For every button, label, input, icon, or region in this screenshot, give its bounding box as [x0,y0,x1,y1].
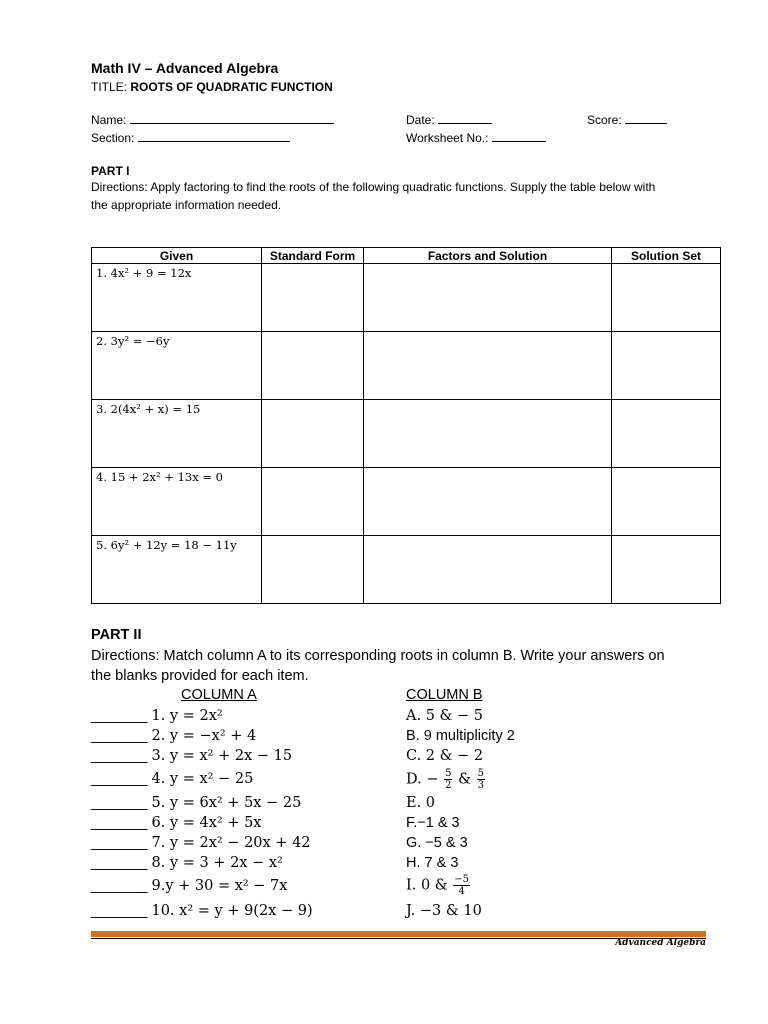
standard-form-cell[interactable] [262,536,364,604]
column-b-item: A. 5 & − 5 [406,708,484,724]
name-field[interactable] [91,113,334,127]
answer-blank[interactable]: _______ [91,748,148,764]
answer-blank[interactable]: _______ [91,855,148,871]
table-row [92,400,721,468]
table-row [92,332,721,400]
column-a-item [91,814,261,832]
part1-directions-line2: the appropriate information needed. [91,198,282,212]
solution-set-cell[interactable] [612,264,721,332]
column-b-item-i [406,874,471,897]
standard-form-cell[interactable] [262,332,364,400]
column-a-title: COLUMN A [181,687,257,703]
fraction-denominator: 4 [458,886,465,897]
given-cell: 4. 15 + 2x² + 13x = 0 [92,468,262,536]
part2-directions-line1: Directions: Match column A to its corresponding roots in column B. Write your answers on [91,648,665,664]
answer-blank[interactable]: _______ [91,903,148,919]
table-header-row [92,248,721,264]
column-a-equation: 2. y = −x² + 4 [151,728,257,744]
section-field[interactable] [91,131,290,145]
worksheet-no-label: Worksheet No.: [406,131,489,145]
column-b-item-d [406,768,486,791]
answer-blank[interactable]: _______ [91,815,148,831]
answer-blank[interactable]: _______ [91,835,148,851]
column-a-equation: 7. y = 2x² − 20x + 42 [151,835,311,851]
answer-blank[interactable]: _______ [91,728,148,744]
column-a-equation: 10. x² = y + 9(2x − 9) [151,903,313,919]
col-header-given: Given [92,248,262,264]
answer-blank[interactable]: _______ [91,708,148,724]
answer-table [91,247,721,604]
column-a-equation: 8. y = 3 + 2x − x² [151,855,283,871]
column-a-item [91,877,287,895]
name-label: Name: [91,113,127,127]
column-b-item: G. −5 & 3 [406,835,468,851]
factors-cell[interactable] [364,332,612,400]
date-field[interactable] [406,113,492,127]
column-a-item [91,707,223,725]
column-a-equation: 1. y = 2x² [151,708,223,724]
given-cell: 2. 3y² = −6y [92,332,262,400]
column-a-item [91,834,311,852]
column-a-item [91,727,256,745]
column-a-item [91,770,253,788]
factors-cell[interactable] [364,264,612,332]
worksheet-no-blank[interactable] [492,131,546,142]
score-blank[interactable] [625,113,667,124]
table-row [92,264,721,332]
part2-heading: PART II [91,627,142,643]
solution-set-cell[interactable] [612,536,721,604]
column-b-d-label: D. − [406,771,439,788]
footer-divider [91,938,706,939]
fraction [444,768,452,791]
column-b-title: COLUMN B [406,687,483,703]
answer-blank[interactable]: _______ [91,795,148,811]
column-b-i-label: I. 0 & [406,877,448,894]
section-label: Section: [91,131,135,145]
fraction-denominator: 3 [477,780,484,791]
given-cell: 5. 6y² + 12y = 18 − 11y [92,536,262,604]
fraction-numerator: 5 [445,768,452,779]
col-header-standard-form: Standard Form [262,248,364,264]
worksheet-no-field[interactable] [406,131,546,145]
standard-form-cell[interactable] [262,468,364,536]
footer-brand: Advanced Algebra [615,938,706,948]
given-cell: 3. 2(4x² + x) = 15 [92,400,262,468]
given-cell: 1. 4x² + 9 = 12x [92,264,262,332]
part2-directions-line2: the blanks provided for each item. [91,668,309,684]
name-blank[interactable] [130,113,334,124]
solution-set-cell[interactable] [612,400,721,468]
score-field[interactable] [587,113,667,127]
standard-form-cell[interactable] [262,400,364,468]
col-header-solution-set: Solution Set [612,248,721,264]
table-row [92,468,721,536]
answer-blank[interactable]: _______ [91,771,148,787]
column-a-item [91,902,313,920]
answer-blank[interactable]: _______ [91,878,148,894]
column-a-equation: 5. y = 6x² + 5x − 25 [151,795,302,811]
factors-cell[interactable] [364,468,612,536]
title-prefix: TITLE: [91,80,131,94]
title-text: ROOTS OF QUADRATIC FUNCTION [130,80,333,94]
section-blank[interactable] [138,131,290,142]
fraction [477,768,485,791]
column-a-item [91,854,283,872]
column-b-item: E. 0 [406,795,436,811]
fraction-numerator: 5 [477,768,484,779]
column-a-equation: 9.y + 30 = x² − 7x [151,878,288,894]
column-b-item: B. 9 multiplicity 2 [406,728,515,744]
column-a-equation: 6. y = 4x² + 5x [151,815,262,831]
ampersand: & [458,771,476,788]
column-a-equation: 4. y = x² − 25 [151,771,254,787]
course-title: Math IV – Advanced Algebra [91,60,279,76]
worksheet-title [91,80,333,94]
solution-set-cell[interactable] [612,468,721,536]
footer-bar [91,931,706,937]
column-b-item: C. 2 & − 2 [406,748,484,764]
standard-form-cell[interactable] [262,264,364,332]
column-a-equation: 3. y = x² + 2x − 15 [151,748,293,764]
fraction-denominator: 2 [445,780,452,791]
column-a-item [91,794,301,812]
column-b-item: H. 7 & 3 [406,855,459,871]
table-row [92,536,721,604]
column-b-item: F.−1 & 3 [406,815,460,831]
column-a-item [91,747,292,765]
fraction-numerator: −5 [454,874,470,885]
date-label: Date: [406,113,435,127]
part1-heading: PART I [91,164,130,178]
column-b-item: J. −3 & 10 [406,903,482,919]
col-header-factors: Factors and Solution [364,248,612,264]
date-blank[interactable] [438,113,492,124]
factors-cell[interactable] [364,400,612,468]
part1-directions-line1: Directions: Apply factoring to find the roots of the following quadratic functions. Supply the table below with [91,180,656,194]
solution-set-cell[interactable] [612,332,721,400]
score-label: Score: [587,113,622,127]
factors-cell[interactable] [364,536,612,604]
fraction [453,874,470,897]
